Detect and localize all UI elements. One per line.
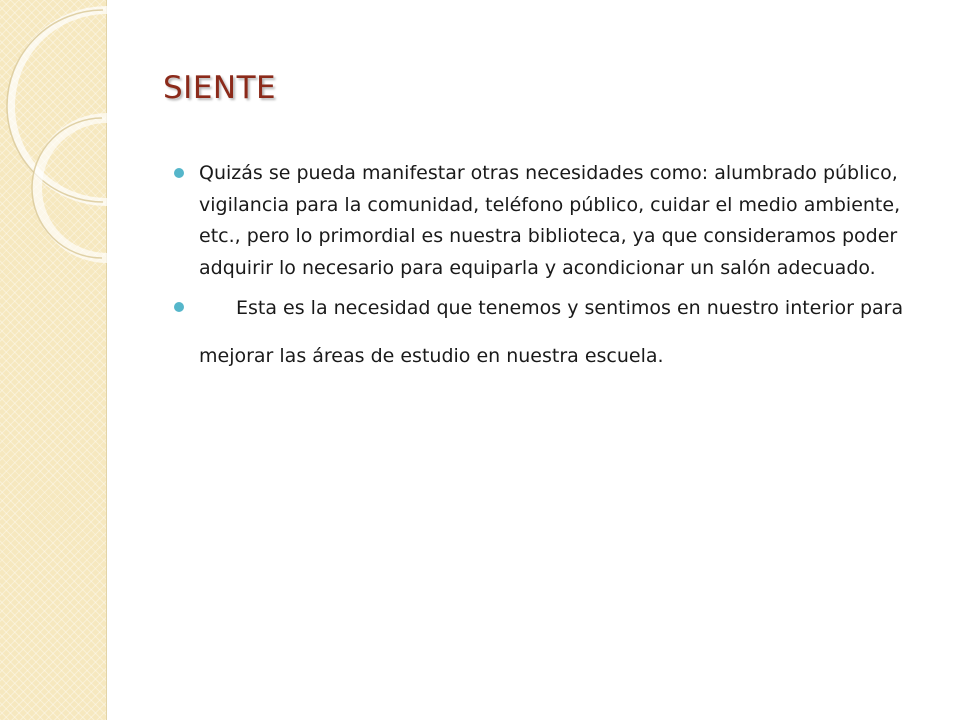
bullet-item-1 xyxy=(160,158,910,284)
bullet-list xyxy=(160,158,910,388)
bullet-item-2 xyxy=(160,284,910,380)
slide-title: SIENTE xyxy=(163,70,277,106)
bullet-text-2: Esta es la necesidad que tenemos y sentimos en nuestro interior para mejorar las áreas de estudio en nuestra escuela. xyxy=(199,297,904,367)
bullet-text-1: Quizás se pueda manifestar otras necesidades como: alumbrado público, vigilancia para la comunidad, teléfono público, cuidar el medio ambiente, etc., pero lo primordial es nuestra biblioteca, ya que consideramos poder adquirir lo necesario para equiparla y acondicionar un salón adecuado. xyxy=(199,162,901,279)
bullet-dot-icon xyxy=(174,168,184,178)
bullet-dot-icon xyxy=(174,302,184,312)
decorative-side-band xyxy=(0,0,107,720)
